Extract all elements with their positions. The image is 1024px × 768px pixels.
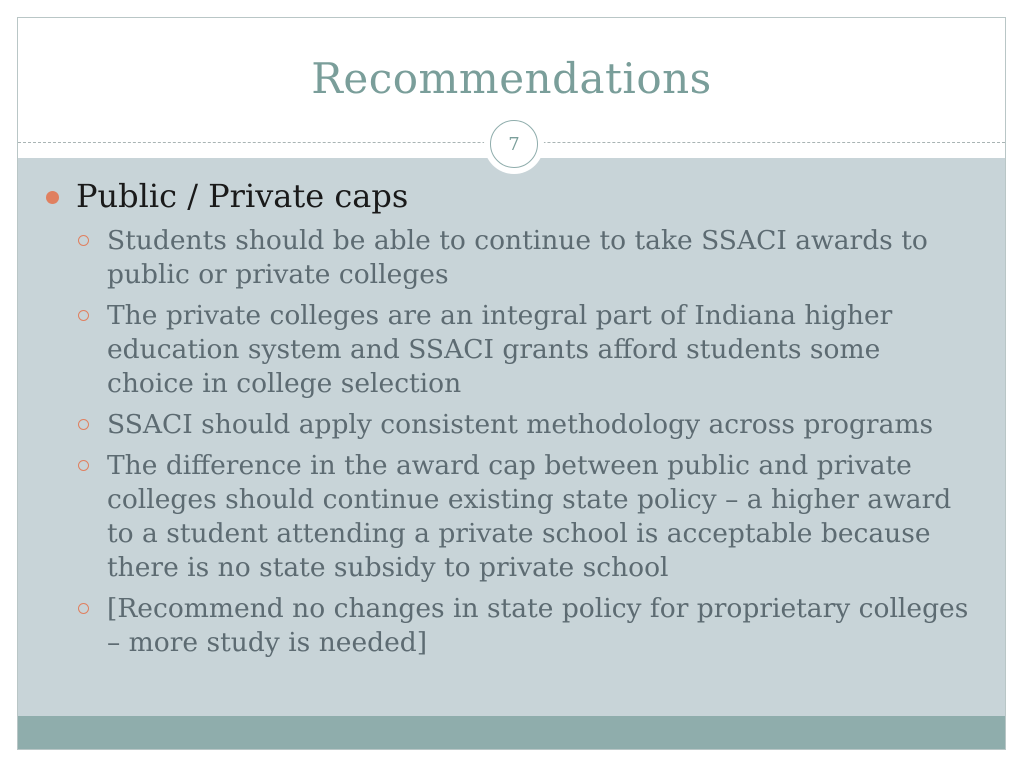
hollow-circle-bullet-icon: [78, 310, 89, 321]
sub-bullet-text: The difference in the award cap between public and private colleges should continue existing state policy – a higher award to a student attending a private school is acceptable because there is no state subsidy to private school: [107, 450, 952, 583]
page-number: 7: [490, 120, 538, 168]
sub-bullet-text: SSACI should apply consistent methodology across programs: [107, 409, 934, 440]
sub-bullet-list: [18, 224, 1005, 660]
sub-bullet-item: [18, 408, 1005, 442]
slide-content: [18, 168, 1005, 667]
sub-bullet-item: [18, 224, 1005, 292]
hollow-circle-bullet-icon: [78, 419, 89, 430]
hollow-circle-bullet-icon: [78, 603, 89, 614]
sub-bullet-text: [Recommend no changes in state policy for proprietary colleges – more study is needed]: [107, 593, 969, 658]
slide: [17, 17, 1006, 750]
sub-bullet-item: [18, 449, 1005, 585]
hollow-circle-bullet-icon: [78, 460, 89, 471]
sub-bullet-text: Students should be able to continue to take SSACI awards to public or private colleges: [107, 225, 928, 290]
footer-band: [18, 716, 1005, 750]
hollow-circle-bullet-icon: [78, 235, 89, 246]
slide-title: Recommendations: [311, 54, 712, 103]
bullet-heading-text: Public / Private caps: [76, 177, 409, 215]
bullet-heading: [18, 168, 1005, 224]
page-number-badge: [484, 114, 544, 174]
sub-bullet-item: [18, 592, 1005, 660]
sub-bullet-text: The private colleges are an integral part of Indiana higher education system and SSACI grants afford students some choice in college selection: [107, 300, 893, 399]
filled-circle-bullet-icon: [46, 191, 59, 204]
sub-bullet-item: [18, 299, 1005, 401]
